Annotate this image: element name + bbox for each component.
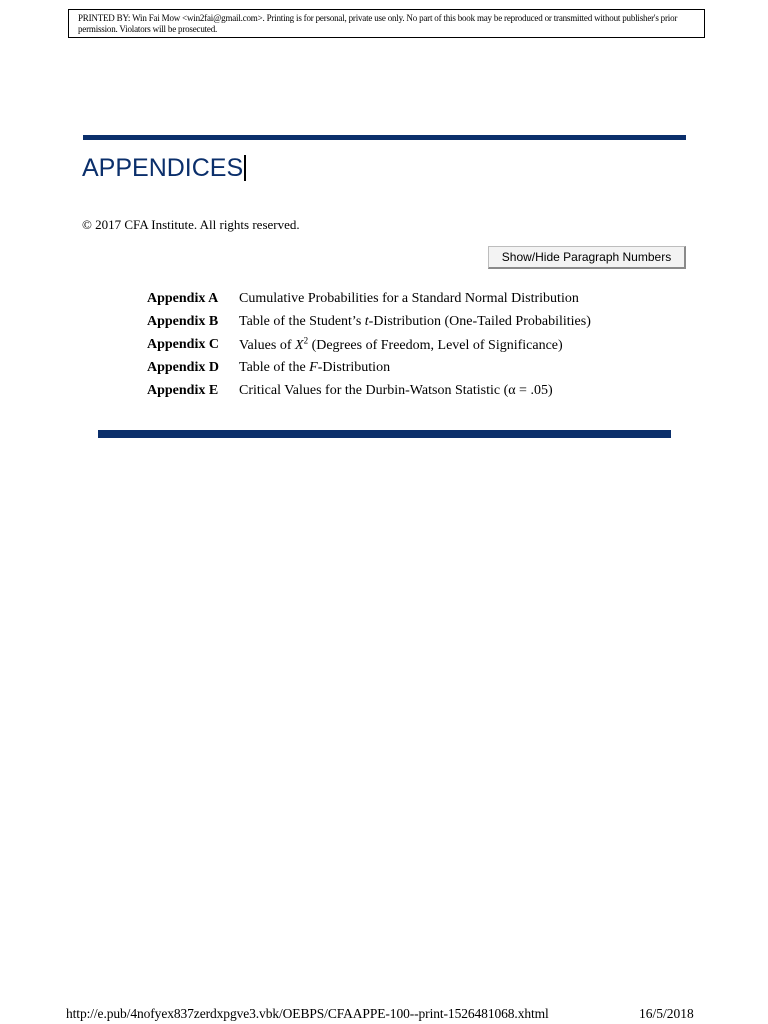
appendix-row bbox=[147, 379, 591, 402]
appendix-title-cell bbox=[239, 379, 591, 402]
appendix-b-link[interactable]: Table of the Student’s t-Distribution (One-Tailed Probabilities) bbox=[239, 313, 591, 329]
footer-url: http://e.pub/4nofyex837zerdxpgve3.vbk/OEBPS/CFAAPPE-100--print-1526481068.xhtml bbox=[66, 1006, 549, 1021]
appendix-a-link[interactable]: Cumulative Probabilities for a Standard Normal Distribution bbox=[239, 290, 579, 306]
footer-date: 16/5/2018 bbox=[639, 1006, 694, 1021]
header-rule bbox=[83, 135, 686, 140]
appendix-code: Appendix B bbox=[147, 313, 219, 329]
footer-rule bbox=[98, 430, 671, 438]
appendix-code: Appendix D bbox=[147, 359, 219, 375]
page-title-text: APPENDICES bbox=[82, 154, 244, 182]
appendix-d-link[interactable]: Table of the F-Distribution bbox=[239, 359, 391, 375]
print-notice: PRINTED BY: Win Fai Mow <win2fai@gmail.com>. Printing is for personal, private use only. No part of this book may be reproduced or transmitted without publisher's prior permission. Violators will be prosecuted. bbox=[68, 9, 705, 38]
appendix-code: Appendix E bbox=[147, 382, 219, 398]
copyright-notice: © 2017 CFA Institute. All rights reserved. bbox=[82, 217, 300, 232]
appendix-row bbox=[147, 333, 591, 356]
appendix-title-cell bbox=[239, 356, 591, 379]
appendix-code: Appendix A bbox=[147, 290, 219, 306]
appendix-row bbox=[147, 310, 591, 333]
page-title bbox=[82, 152, 246, 184]
appendix-row bbox=[147, 287, 591, 310]
appendix-code: Appendix C bbox=[147, 336, 219, 352]
appendix-c-link[interactable]: Values of X$^2$ (Degrees of Freedom, Level of Significance) bbox=[239, 335, 563, 353]
show-hide-paragraph-numbers-button[interactable]: Show/Hide Paragraph Numbers bbox=[488, 246, 686, 269]
text-cursor bbox=[244, 155, 246, 181]
appendix-title-cell bbox=[239, 287, 591, 310]
appendix-e-link[interactable]: Critical Values for the Durbin-Watson Statistic (α = .05) bbox=[239, 382, 553, 398]
appendix-title-cell bbox=[239, 333, 591, 356]
appendix-title-cell bbox=[239, 310, 591, 333]
appendix-list bbox=[147, 287, 591, 402]
appendix-row bbox=[147, 356, 591, 379]
